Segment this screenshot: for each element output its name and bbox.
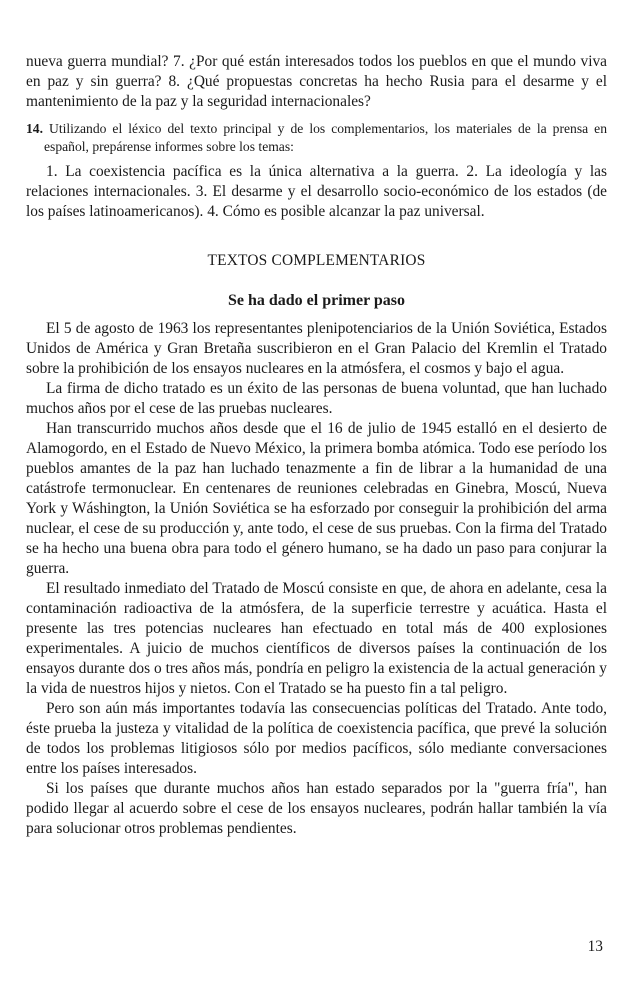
section-title: TEXTOS COMPLEMENTARIOS (207, 252, 426, 269)
article-paragraph: La firma de dicho tratado es un éxito de las personas de buena voluntad, que han luchado muchos años por el cese de las pruebas nucleares. (26, 380, 607, 417)
page-content (26, 52, 607, 839)
article-paragraph: Han transcurrido muchos años desde que el 16 de julio de 1945 estalló en el desierto de Alamogordo, en el Estado de Nuevo México, la primera bomba atómica. Todo ese período los pueblos amantes de la paz han luchado tenazmente a fin de librar a la humanidad de una catástrofe termonuclear. En centenares de reuniones celebradas en Ginebra, Moscú, Nueva York y Wáshington, la Unión Soviética se ha esforzado por conseguir la prohibición del arma nuclear, el cese de su producción y, ante todo, el cese de sus pruebas. Con la firma del Tratado se ha hecho una buena obra para todo el género humano, se ha dado un paso para conjurar la guerra. (26, 420, 607, 577)
page-number: 13 (587, 938, 603, 955)
article-paragraph: Pero son aún más importantes todavía las consecuencias políticas del Tratado. Ante todo, éste prueba la justeza y vitalidad de la política de coexistencia pacífica, que prevé la solución de todos los problemas litigiosos sólo por medios pacíficos, sólo mediante conversaciones entre los países interesados. (26, 700, 607, 777)
article-title: Se ha dado el primer paso (227, 292, 406, 309)
exercise-number: 14. (26, 121, 43, 136)
article-paragraph: El resultado inmediato del Tratado de Moscú consiste en que, de ahora en adelante, cesa la contaminación radioactiva de la atmósfera, de la superficie terrestre y acuática. Hasta el presente las tres potencias nucleares han efectuado en total más de 400 explosiones experimentales. A juicio de muchos científicos de diversos países la continuación de los ensayos durante dos o tres años más, pondría en peligro la existencia de la actual generación y la vida de nuestros hijos y nietos. Con el Tratado se ha puesto fin a tal peligro. (26, 580, 607, 697)
intro-paragraph: nueva guerra mundial? 7. ¿Por qué están interesados todos los pueblos en que el mundo viva en paz y sin guerra? 8. ¿Qué propuestas concretas ha hecho Rusia para el desarme y el mantenimiento de la paz y la seguridad internacionales? (26, 53, 607, 110)
article-paragraph: El 5 de agosto de 1963 los representantes plenipotenciarios de la Unión Soviética, Estados Unidos de América y Gran Bretaña suscribieron en el Gran Palacio del Kremlin el Tratado sobre la prohibición de los ensayos nucleares en la atmósfera, el cosmos y bajo el agua. (26, 320, 607, 377)
exercise-14-topics: 1. La coexistencia pacífica es la única alternativa a la guerra. 2. La ideología y las relaciones internacionales. 3. El desarme y el desarrollo socio-económico de los estados (de los países latinoamericanos). 4. Cómo es posible alcanzar la paz universal. (26, 163, 607, 220)
exercise-14-instruction (26, 120, 607, 155)
exercise-instruction-text: Utilizando el léxico del texto principal y de los complementarios, los materiales de la prensa en español, prepárense informes sobre los temas: (44, 121, 607, 154)
article-paragraph: Si los países que durante muchos años han estado separados por la "guerra fría", han podido llegar al acuerdo sobre el cese de los ensayos nucleares, podrán hallar también la vía para solucionar otros problemas pendientes. (26, 780, 607, 837)
